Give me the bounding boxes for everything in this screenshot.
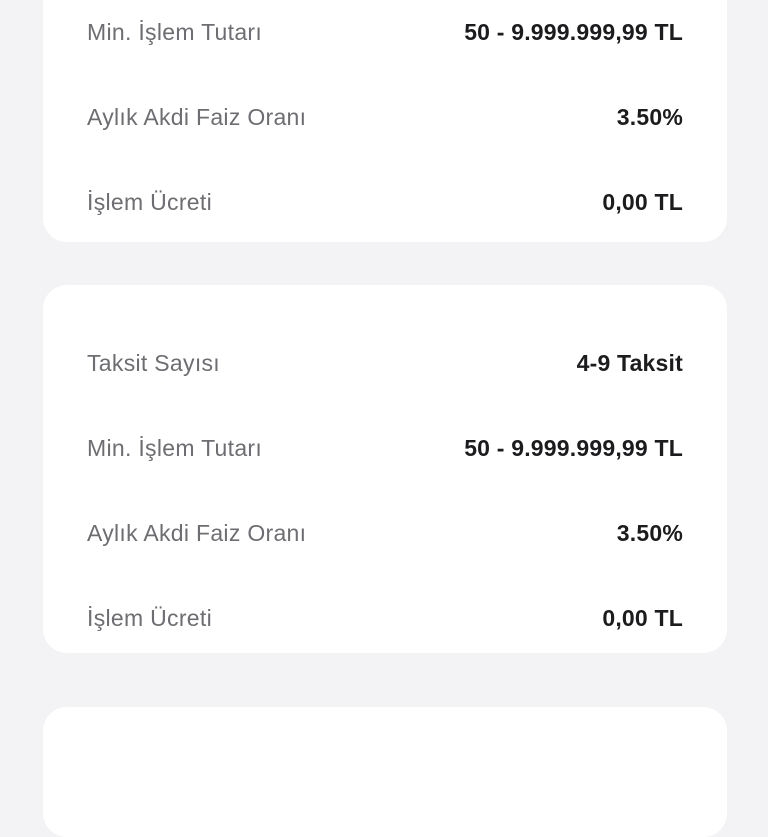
min-transaction-amount-label: Min. İşlem Tutarı bbox=[87, 435, 263, 461]
table-row bbox=[87, 160, 683, 242]
installment-plan-card-bottom bbox=[43, 707, 727, 837]
table-row bbox=[87, 321, 683, 406]
table-row bbox=[87, 406, 683, 491]
monthly-contract-interest-rate-label: Aylık Akdi Faiz Oranı bbox=[87, 104, 307, 130]
installment-plan-card-top bbox=[43, 0, 727, 242]
min-transaction-amount-value: 50 - 9.999.999,99 TL bbox=[464, 19, 683, 45]
monthly-contract-interest-rate-value: 3.50% bbox=[616, 104, 683, 130]
monthly-contract-interest-rate-value: 3.50% bbox=[616, 520, 683, 546]
transaction-fee-label: İşlem Ücreti bbox=[87, 189, 213, 215]
table-row bbox=[87, 576, 683, 653]
table-row bbox=[87, 491, 683, 576]
table-row bbox=[87, 75, 683, 160]
installment-count-value: 4-9 Taksit bbox=[576, 350, 683, 376]
installment-plan-card-middle bbox=[43, 285, 727, 653]
transaction-fee-value: 0,00 TL bbox=[602, 189, 683, 215]
transaction-fee-label: İşlem Ücreti bbox=[87, 605, 213, 631]
monthly-contract-interest-rate-label: Aylık Akdi Faiz Oranı bbox=[87, 520, 307, 546]
min-transaction-amount-value: 50 - 9.999.999,99 TL bbox=[464, 435, 683, 461]
transaction-fee-value: 0,00 TL bbox=[602, 605, 683, 631]
min-transaction-amount-label: Min. İşlem Tutarı bbox=[87, 19, 263, 45]
installment-count-label: Taksit Sayısı bbox=[87, 350, 220, 376]
table-row bbox=[87, 0, 683, 75]
